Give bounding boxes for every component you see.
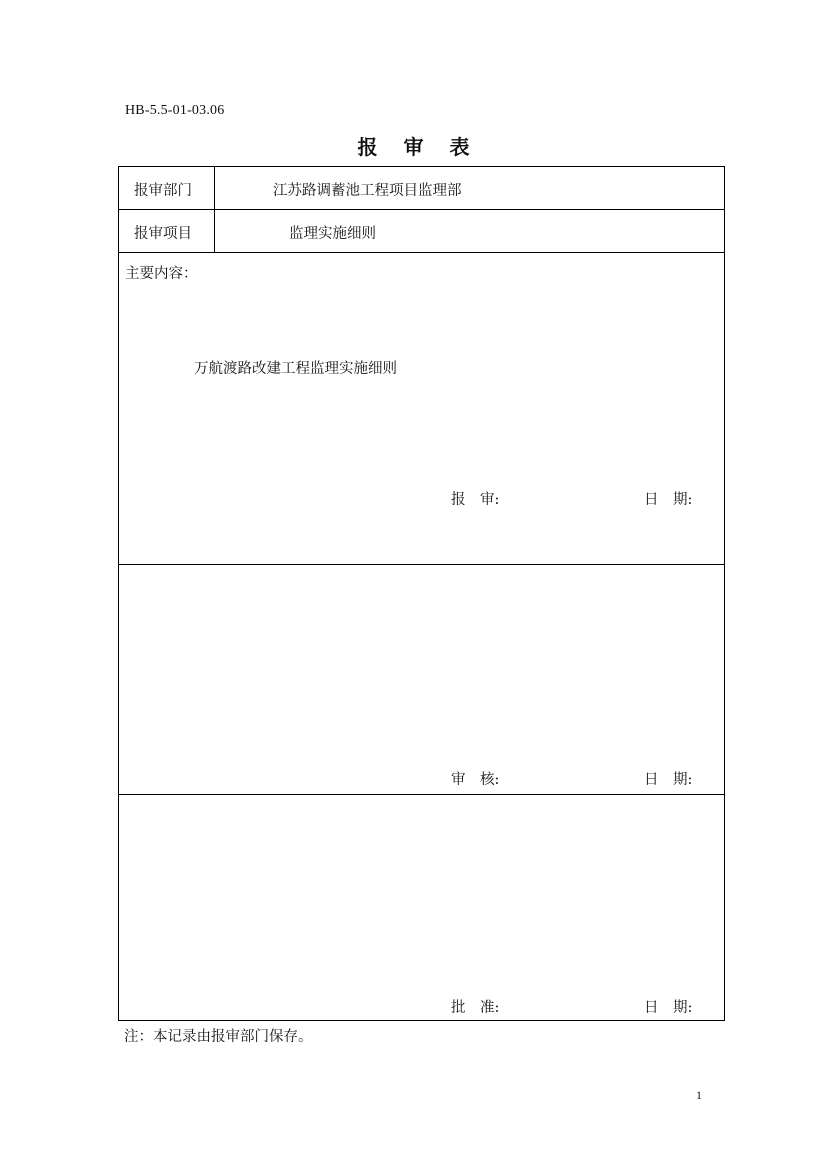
row-divider-1 — [119, 209, 724, 210]
review-signature-label: 审 核: — [451, 772, 500, 788]
row-divider-4 — [119, 794, 724, 795]
review-form-table — [118, 166, 725, 1021]
content-label: 主要内容： — [125, 266, 198, 282]
submit-date-label: 日 期: — [644, 492, 693, 508]
item-value: 监理实施细则 — [289, 226, 376, 242]
document-code: HB-5.5-01-03.06 — [125, 103, 225, 118]
approve-date-label: 日 期: — [644, 1000, 693, 1016]
title-char-2: 审 — [403, 135, 424, 159]
row-divider-3 — [119, 564, 724, 565]
page-number: 1 — [696, 1088, 702, 1102]
dept-value: 江苏路调蓄池工程项目监理部 — [273, 183, 462, 199]
approve-signature-label: 批 准: — [451, 1000, 500, 1016]
footer-note: 注：本记录由报审部门保存。 — [124, 1029, 313, 1045]
item-label: 报审项目 — [134, 226, 192, 242]
title-char-3: 表 — [449, 135, 470, 159]
label-column-divider — [214, 167, 215, 252]
review-date-label: 日 期: — [644, 772, 693, 788]
form-title — [0, 131, 827, 160]
title-char-1: 报 — [357, 135, 378, 159]
content-value: 万航渡路改建工程监理实施细则 — [194, 361, 397, 377]
submit-signature-label: 报 审: — [451, 492, 500, 508]
row-divider-2 — [119, 252, 724, 253]
dept-label: 报审部门 — [134, 183, 192, 199]
